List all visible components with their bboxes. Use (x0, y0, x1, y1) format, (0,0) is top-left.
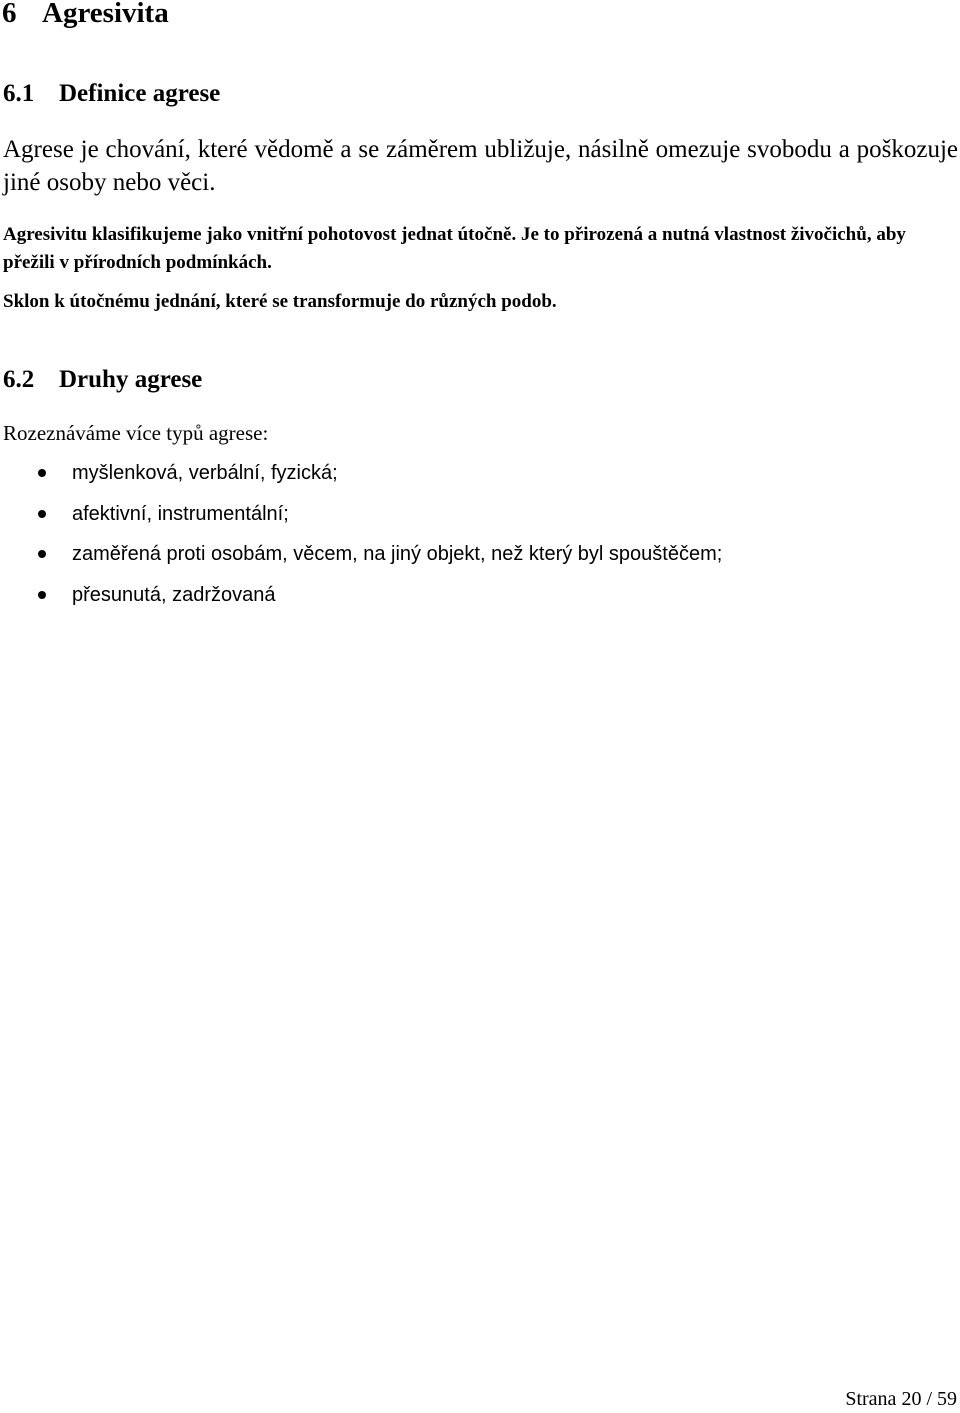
list-item (0, 535, 722, 576)
list-item (0, 495, 722, 536)
list-item-text: myšlenková, verbální, fyzická; (72, 462, 338, 484)
bullet-icon (38, 469, 46, 477)
list-item (0, 576, 722, 617)
section-heading-definition (3, 78, 220, 110)
section-title: Druhy agrese (59, 366, 203, 393)
section-number: 6.1 (3, 80, 35, 107)
section-heading-types (3, 364, 202, 396)
list-item (0, 454, 722, 495)
types-list (0, 454, 722, 616)
chapter-number: 6 (2, 0, 17, 29)
list-item-text: zaměřená proti osobám, věcem, na jiný objekt, než který byl spouštěčem; (72, 543, 723, 565)
paragraph-inclination: Sklon k útočnému jednání, které se transformuje do různých podob. (3, 291, 557, 312)
paragraph-classification: Agresivitu klasifikujeme jako vnitřní pohotovost jednat útočně. Je to přirozená a nutná vlastnost živočichů, aby přežili v přírodních podmínkách. (3, 224, 906, 273)
chapter-title: Agresivita (42, 0, 169, 29)
page-number: Strana 20 / 59 (845, 1388, 957, 1410)
list-item-text: afektivní, instrumentální; (72, 502, 289, 525)
list-item-text: přesunutá, zadržovaná (72, 583, 276, 606)
section-number: 6.2 (3, 366, 35, 393)
chapter-heading (2, 0, 169, 32)
types-intro: Rozeznáváme více typů agrese: (3, 421, 269, 445)
definition-lead: Agrese je chování, které vědomě a se záměrem ubližuje, násilně omezuje svobodu a poškozuje jiné osoby nebo věci. (3, 136, 958, 196)
bullet-icon (38, 510, 46, 518)
bullet-icon (38, 591, 46, 599)
bullet-icon (38, 550, 46, 558)
section-title: Definice agrese (59, 80, 221, 107)
